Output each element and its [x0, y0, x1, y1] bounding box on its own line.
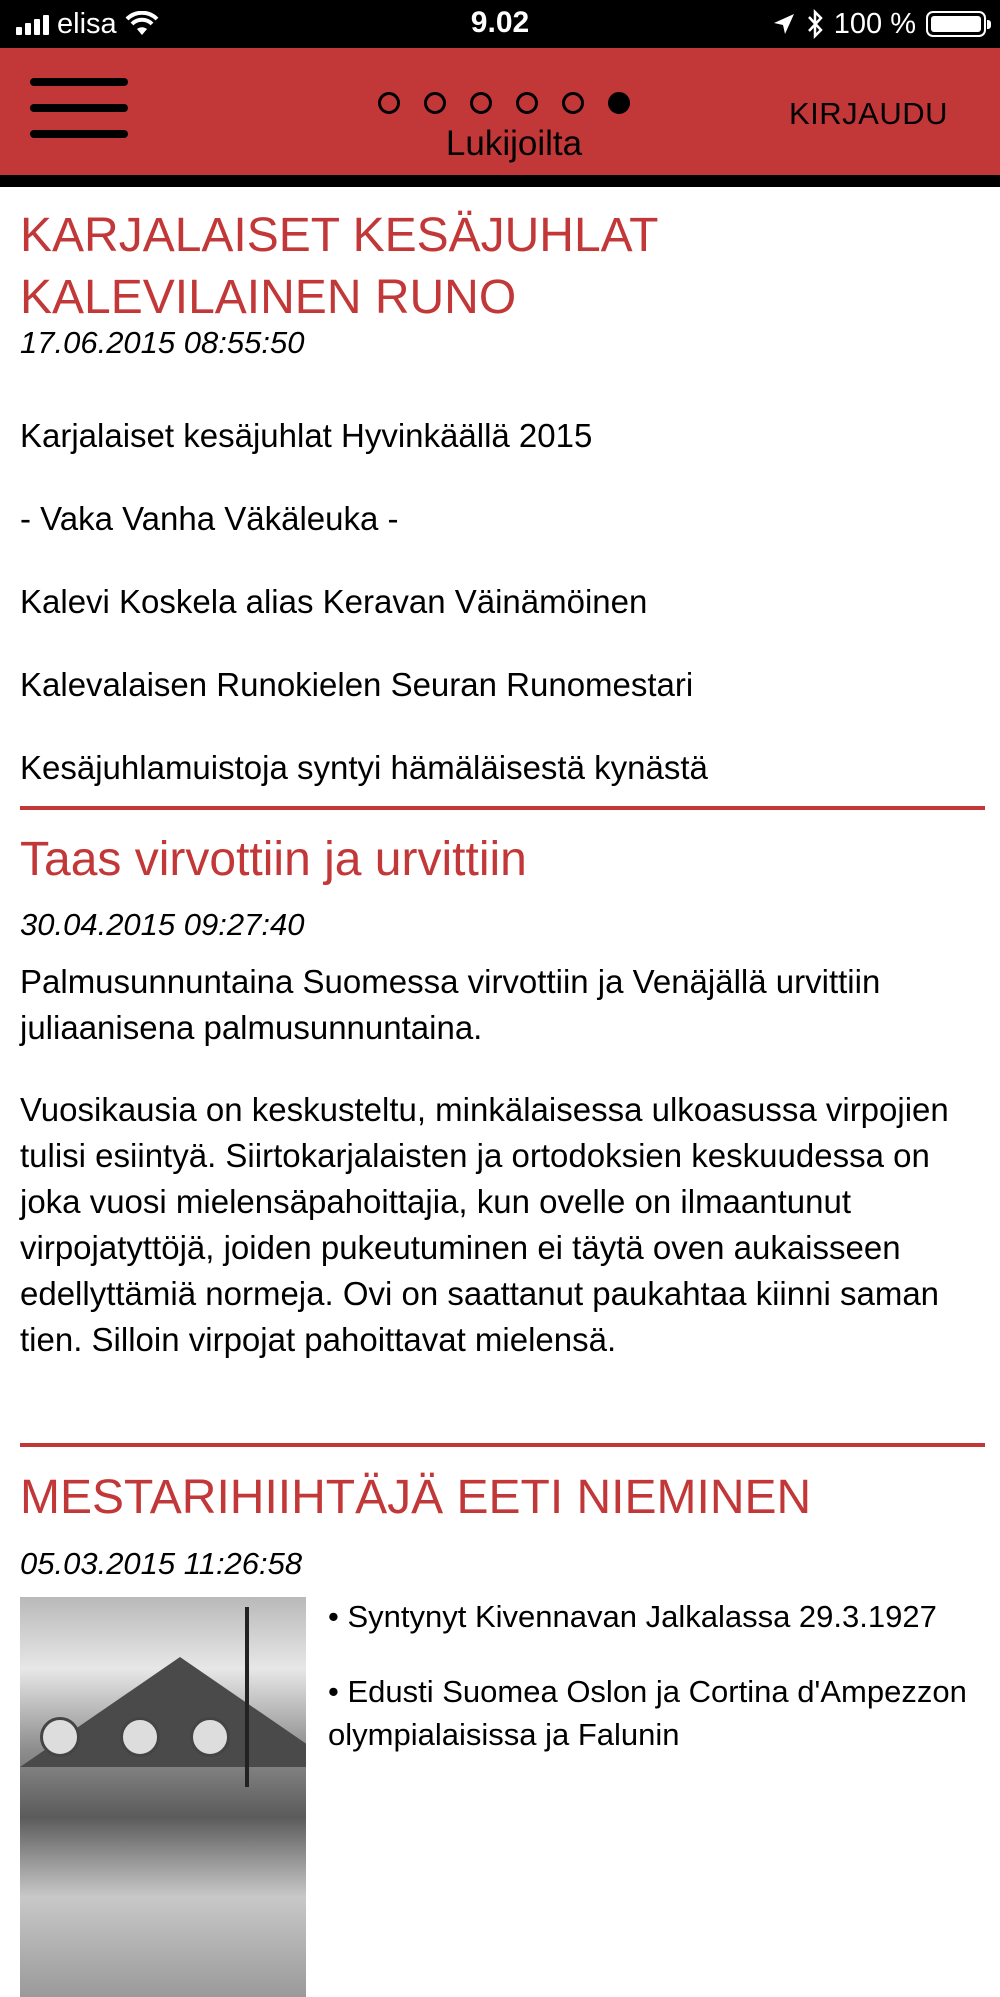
pager-dot-6-active[interactable]	[608, 92, 630, 114]
hamburger-menu-icon[interactable]	[30, 78, 128, 138]
section-title: Lukijoilta	[445, 124, 583, 163]
article-body	[20, 959, 985, 1051]
status-bar	[0, 0, 1000, 48]
pager-dot-2[interactable]	[424, 92, 446, 114]
article-paragraph: Vuosikausia on keskusteltu, minkälaisessa ulkoasussa virpojien tulisi esiintyä. Siirtokarjalaisten ja ortodoksien keskuudessa on joka vuosi mielensäpahoittajia, kun ovelle on ilmaantunut virpojatyttöjä, joiden pukeutuminen ei täytä oven aukaisseen edellyttämiä normeja. Ovi on saattanut paukahtaa kiinni saman tien. Silloin virpojat pahoittavat mielensä.	[20, 1091, 949, 1358]
article-paragraph: Palmusunnuntaina Suomessa virvottiin ja Venäjällä urvittiin juliaanisena palmusunnuntaina.	[20, 963, 881, 1046]
battery-icon	[926, 11, 986, 37]
carrier-name: elisa	[57, 7, 117, 40]
article-divider	[20, 1443, 985, 1447]
app-header	[0, 48, 1000, 175]
login-button[interactable]: KIRJAUDU	[788, 96, 948, 131]
section-pager	[378, 92, 630, 114]
article-paragraph: Kalevalaisen Runokielen Seuran Runomestari	[20, 666, 694, 703]
battery-percentage: 100 %	[833, 7, 916, 40]
article-bullets	[328, 1595, 988, 1788]
article-body	[20, 1087, 985, 1363]
pager-dot-1[interactable]	[378, 92, 400, 114]
article-paragraph: - Vaka Vanha Väkäleuka -	[20, 500, 399, 537]
article-date: 05.03.2015 11:26:58	[20, 1546, 303, 1581]
pager-dot-5[interactable]	[562, 92, 584, 114]
article-date: 30.04.2015 09:27:40	[20, 907, 305, 942]
article-divider	[20, 806, 985, 810]
status-right	[772, 6, 986, 42]
pager-dot-3[interactable]	[470, 92, 492, 114]
bluetooth-icon	[806, 9, 824, 39]
bullet-item: • Edusti Suomea Oslon ja Cortina d'Ampezzon olympialaisissa ja Falunin	[328, 1674, 967, 1752]
bullet-item: • Syntynyt Kivennavan Jalkalassa 29.3.1927	[328, 1599, 937, 1634]
article-thumbnail-photo[interactable]	[20, 1597, 306, 1997]
article-title[interactable]: MESTARIHIIHTÄJÄ EETI NIEMINEN	[20, 1471, 812, 1524]
article-title[interactable]: Taas virvottiin ja urvittiin	[20, 833, 527, 886]
article-title[interactable]: KARJALAISET KESÄJUHLAT KALEVILAINEN RUNO	[20, 209, 658, 324]
article-paragraph: Kesäjuhlamuistoja syntyi hämäläisestä kynästä	[20, 749, 708, 786]
article-date: 17.06.2015 08:55:50	[20, 325, 305, 360]
pager-dot-4[interactable]	[516, 92, 538, 114]
article-paragraph: Kalevi Koskela alias Keravan Väinämöinen	[20, 583, 648, 620]
clock: 9.02	[470, 6, 530, 39]
header-divider	[0, 175, 1000, 187]
location-arrow-icon	[772, 12, 796, 36]
article-1	[20, 205, 800, 786]
article-paragraph: Karjalaiset kesäjuhlat Hyvinkäällä 2015	[20, 417, 593, 454]
